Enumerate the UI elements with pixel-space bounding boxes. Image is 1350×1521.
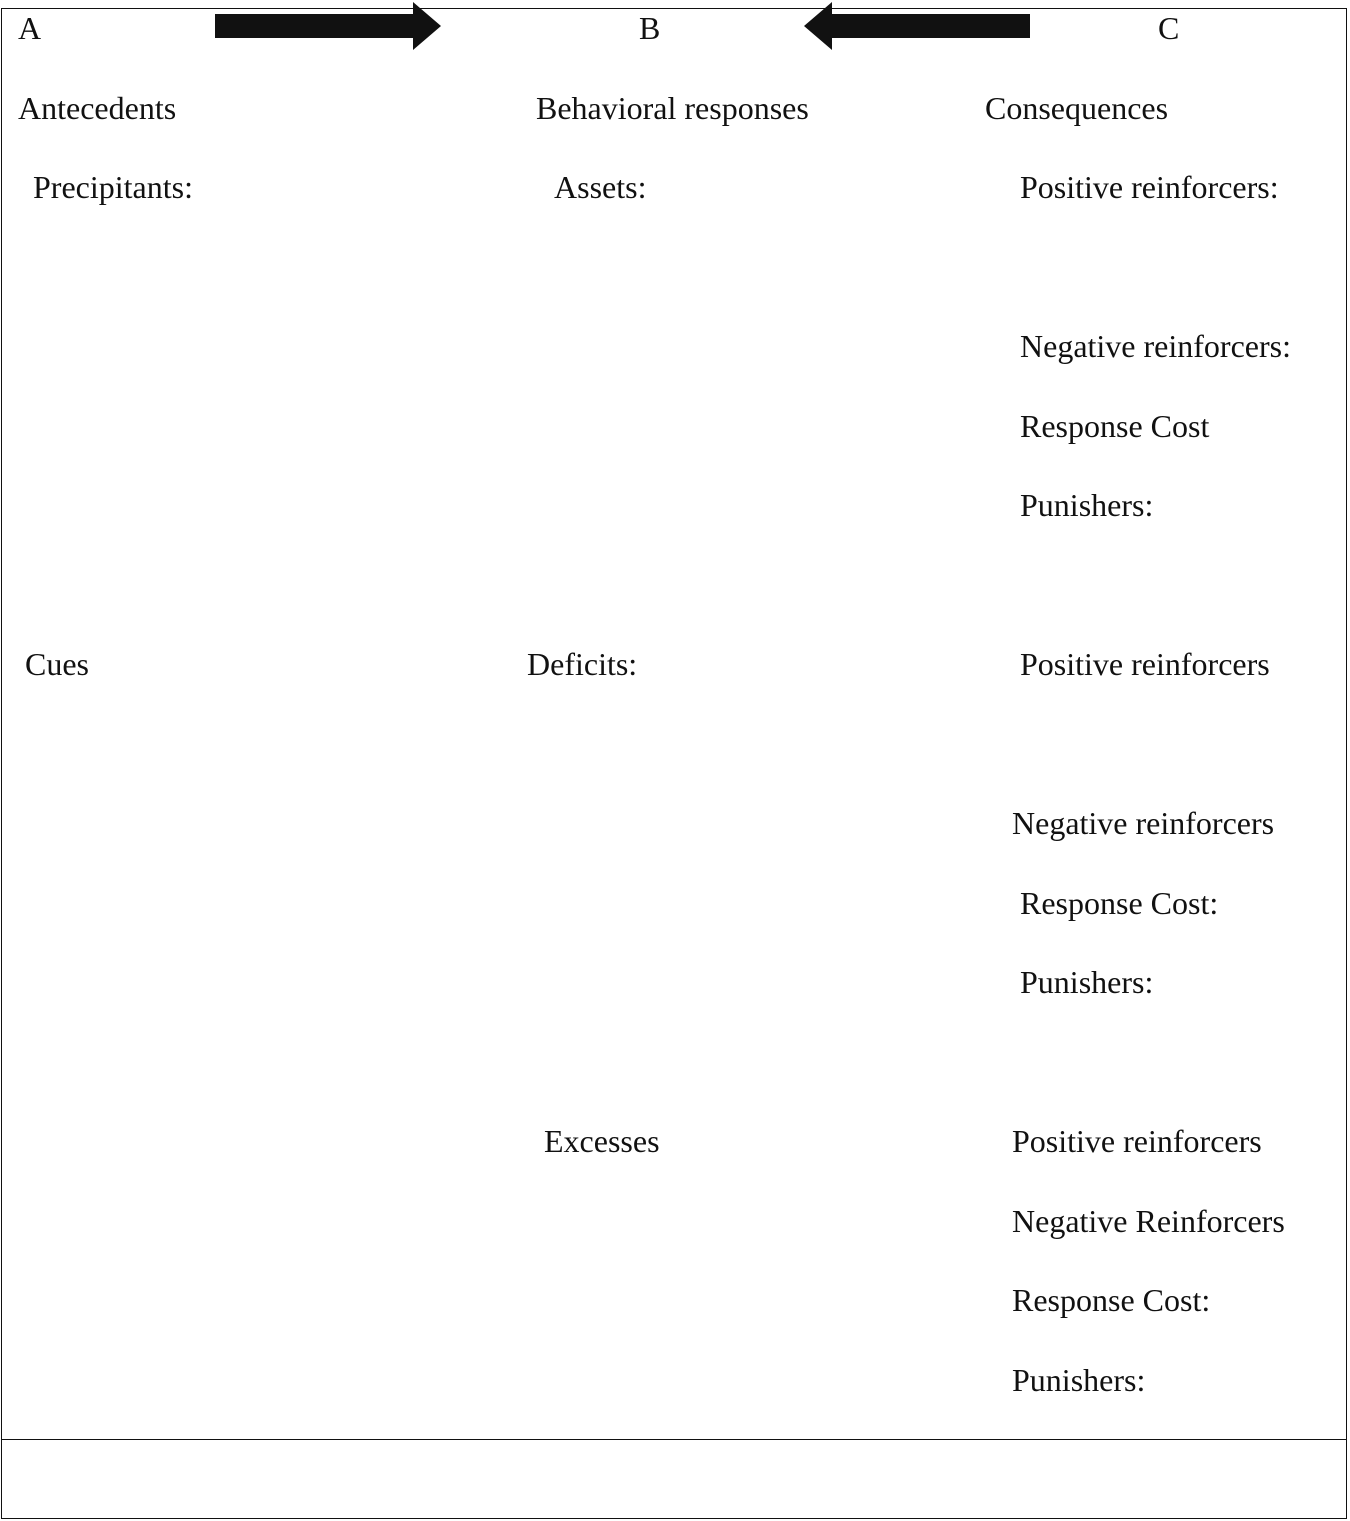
assets-punishers-label: Punishers: [1020, 487, 1154, 523]
assets-negative-reinforcers-label: Negative reinforcers: [1020, 328, 1291, 364]
deficits-positive-reinforcers-label: Positive reinforcers [1020, 646, 1270, 682]
excesses-punishers-label: Punishers: [1012, 1362, 1146, 1398]
deficits-punishers-label: Punishers: [1020, 964, 1154, 1000]
consequences-heading: Consequences [985, 90, 1169, 126]
excesses-negative-reinforcers-label: Negative Reinforcers [1012, 1203, 1285, 1239]
cues-label: Cues [25, 646, 89, 682]
excesses-response-cost-label: Response Cost: [1012, 1282, 1211, 1318]
precipitants-label: Precipitants: [33, 169, 193, 205]
right-arrow-icon [213, 0, 443, 52]
footer-divider [1, 1439, 1347, 1440]
excesses-label: Excesses [544, 1123, 660, 1159]
behavioral-responses-heading: Behavioral responses [536, 90, 809, 126]
antecedents-heading: Antecedents [18, 90, 177, 126]
deficits-label: Deficits: [527, 646, 638, 682]
left-arrow-icon [802, 0, 1032, 52]
column-b-letter: B [639, 10, 661, 46]
column-c-letter: C [1158, 10, 1180, 46]
assets-label: Assets: [554, 169, 647, 205]
excesses-positive-reinforcers-label: Positive reinforcers [1012, 1123, 1262, 1159]
assets-positive-reinforcers-label: Positive reinforcers: [1020, 169, 1279, 205]
deficits-response-cost-label: Response Cost: [1020, 885, 1219, 921]
column-a-letter: A [18, 10, 42, 46]
deficits-negative-reinforcers-label: Negative reinforcers [1012, 805, 1275, 841]
assets-response-cost-label: Response Cost [1020, 408, 1210, 444]
